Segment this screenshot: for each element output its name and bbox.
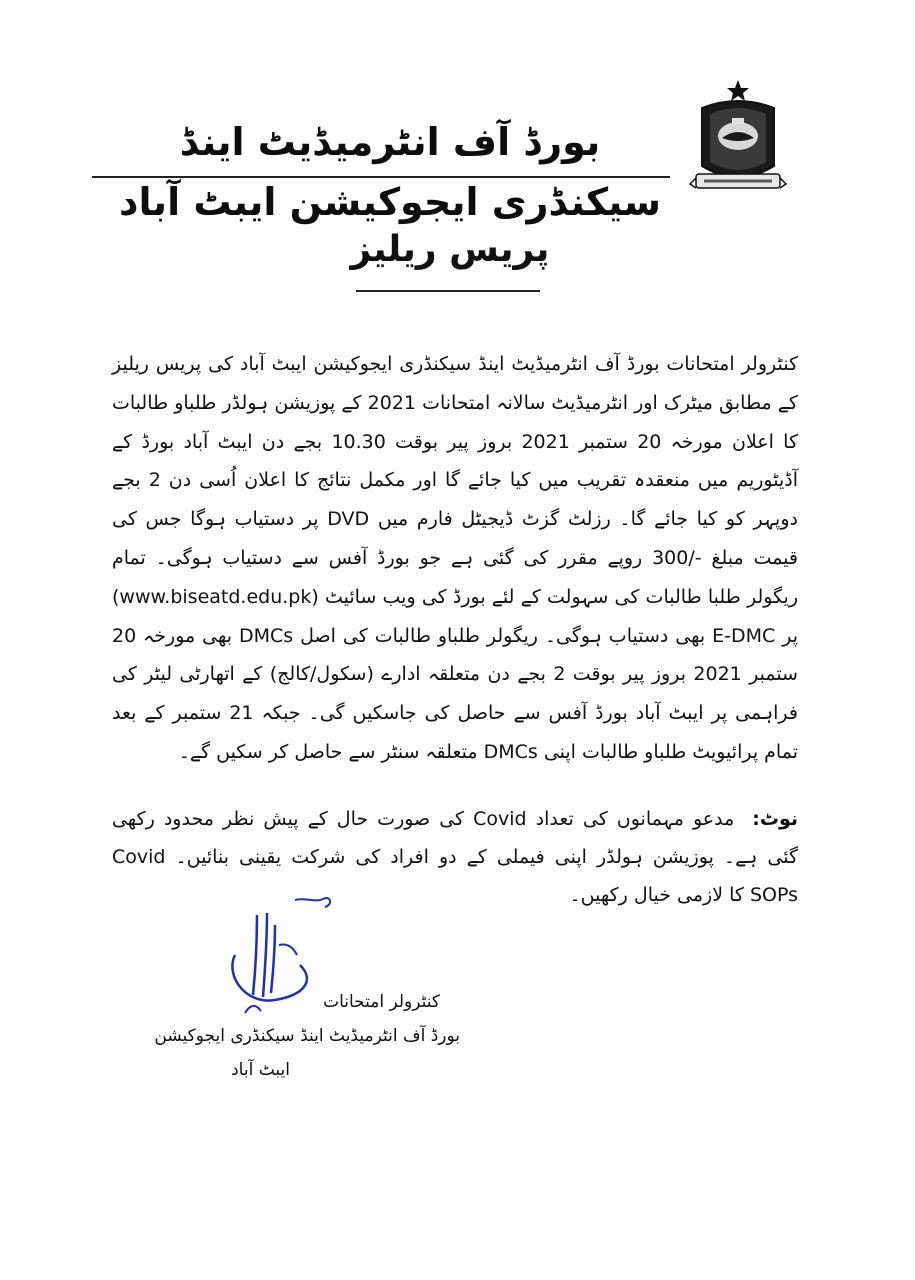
signatory-organization: بورڈ آف انٹرمیڈیٹ اینڈ سیکنڈری ایجوکیشن: [154, 1026, 460, 1046]
signatory-designation: کنٹرولر امتحانات: [323, 992, 440, 1012]
board-name-heading: بورڈ آف انٹرمیڈیٹ اینڈ سیکنڈری ایجوکیشن ایبٹ آباد: [119, 120, 661, 224]
press-release-title: پریس ریلیز: [350, 229, 550, 270]
title-underline: [356, 290, 540, 292]
note-text: مدعو مہمانوں کی تعداد Covid کی صورت حال کے پیش نظر محدود رکھی گئی ہے۔ پوزیشن ہولڈر اپنی فیملی کے دو افراد کی شرکت یقینی بنائیں۔ Covid SOPs کا لازمی خیال رکھیں۔: [112, 808, 798, 906]
header-divider: [92, 176, 670, 178]
press-release-body: کنٹرولر امتحانات بورڈ آف انٹرمیڈیٹ اینڈ سیکنڈری ایجوکیشن ایبٹ آباد کی پریس ریلیز کے مطابق میٹرک اور انٹرمیڈیٹ سالانہ امتحانات 2021 کے پوزیشن ہولڈر طلباو طالبات کا اعلان مورخہ 20 ستمبر 2021 بروز پیر بوقت 10.30 بجے دن ایبٹ آباد بورڈ کے آڈیٹوریم میں منعقدہ تقریب میں کیا جائے گا اور مکمل نتائج کا اعلان اُسی دن 2 بجے دوپہر کو کیا جائے گا۔ رزلٹ گزٹ ڈیجیٹل فارم میں DVD پر دستیاب ہوگا جس کی قیمت مبلغ -/300 روپے مقرر کی گئی ہے جو بورڈ آفس سے دستیاب ہوگی۔ تمام ریگولر طلبا طالبات کی سہولت کے لئے بورڈ کی ویب سائیٹ (www.biseatd.edu.pk) پر E-DMC بھی دستیاب ہوگی۔ ریگولر طلباو طالبات کی اصل DMCs بھی مورخہ 20 ستمبر 2021 بروز پیر بوقت 2 بجے دن متعلقہ ادارے (سکول/کالج) کے اتھارٹی لیٹر کی فراہمی پر ایبٹ آباد بورڈ آفس سے حاصل کی جاسکیں گی۔ جبکہ 21 ستمبر کے بعد تمام پرائیویٹ طلباو طالبات اپنی DMCs متعلقہ سنٹر سے حاصل کر سکیں گے۔: [112, 353, 799, 763]
board-crest-icon: [688, 78, 788, 198]
signatory-city: ایبٹ آباد: [231, 1060, 290, 1080]
note-label: نوٹ:: [752, 808, 798, 830]
signature-block: [154, 985, 460, 1087]
